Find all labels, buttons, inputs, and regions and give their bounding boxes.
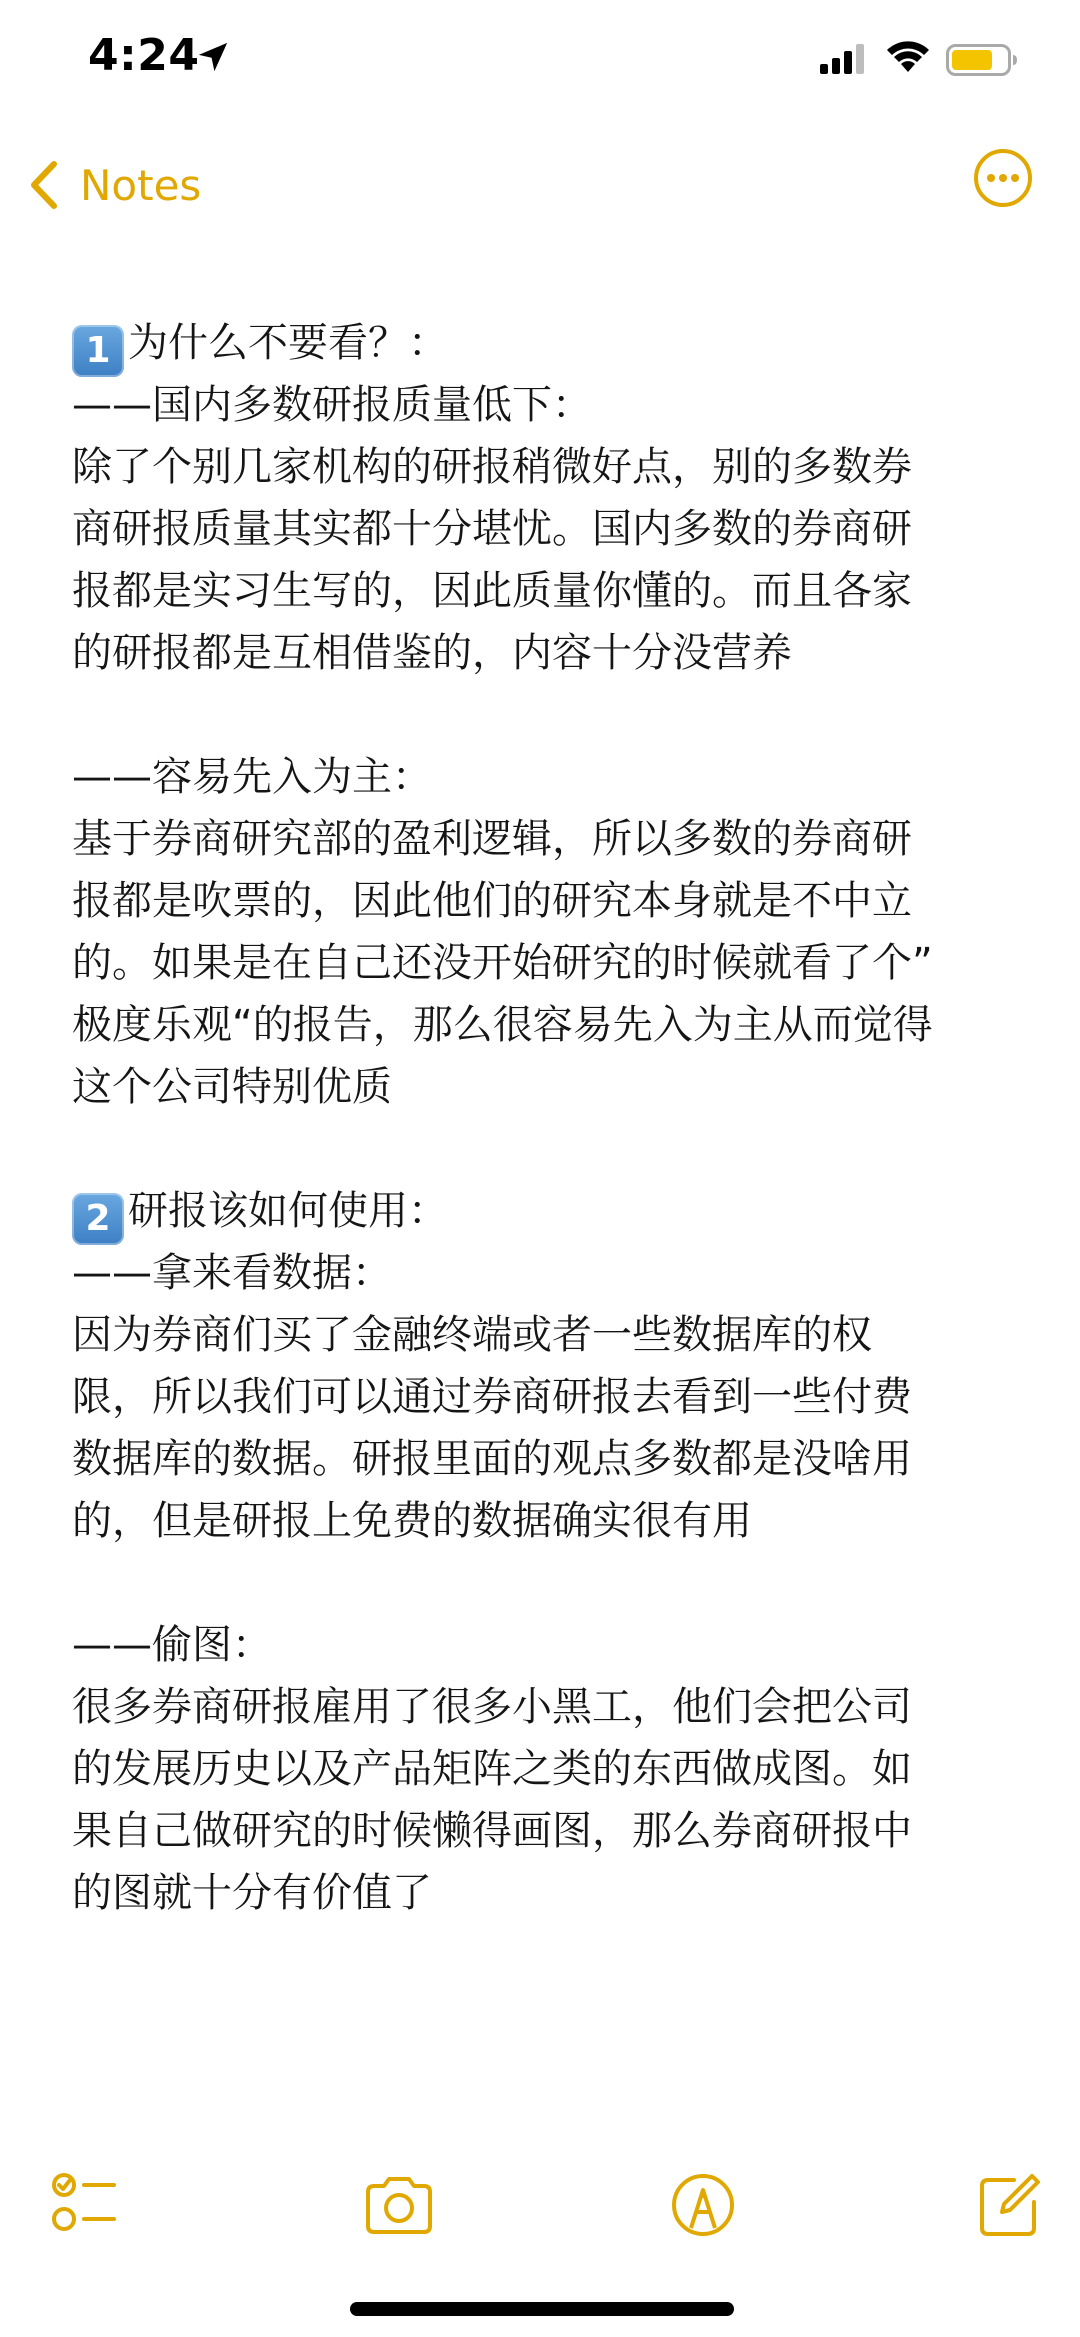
note-line <box>72 870 1032 932</box>
home-indicator <box>350 2302 734 2316</box>
note-line-text: 报都是吹票的，因此他们的研究本身就是不中立 <box>72 878 912 924</box>
note-line <box>72 498 1032 560</box>
note-line <box>72 312 1032 374</box>
more-ellipsis-icon[interactable] <box>972 147 1034 209</box>
back-label: Notes <box>80 160 202 210</box>
note-line-text: 数据库的数据。研报里面的观点多数都是没啥用 <box>72 1436 912 1482</box>
note-body[interactable] <box>72 312 1032 1924</box>
blank-line <box>72 1118 1032 1180</box>
note-line <box>72 1800 1032 1862</box>
note-line-text: 极度乐观“的报告，那么很容易先入为主从而觉得 <box>72 1002 933 1048</box>
bottom-toolbar <box>0 2150 1080 2260</box>
checklist-icon[interactable] <box>50 2170 120 2240</box>
note-line-text: 的发展历史以及产品矩阵之类的东西做成图。如 <box>72 1746 912 1792</box>
note-line-text: 这个公司特别优质 <box>72 1064 392 1110</box>
note-line-text: 很多券商研报雇用了很多小黑工，他们会把公司 <box>72 1684 912 1730</box>
note-line-text: 为什么不要看？： <box>128 320 448 366</box>
wifi-icon <box>886 40 930 74</box>
note-line <box>72 1614 1032 1676</box>
note-line-text: ——拿来看数据： <box>72 1250 392 1296</box>
note-line <box>72 746 1032 808</box>
location-arrow-icon <box>196 40 230 74</box>
number-keycap-badge: 2 <box>72 1193 124 1245</box>
note-line-text: 的图就十分有价值了 <box>72 1870 432 1916</box>
note-line-text: 的研报都是互相借鉴的，内容十分没营养 <box>72 630 792 676</box>
note-line-text: 报都是实习生写的，因此质量你懂的。而且各家 <box>72 568 912 614</box>
note-line <box>72 1304 1032 1366</box>
note-line <box>72 1676 1032 1738</box>
note-line <box>72 436 1032 498</box>
camera-icon[interactable] <box>362 2170 436 2240</box>
note-line <box>72 1428 1032 1490</box>
note-line <box>72 1056 1032 1118</box>
compose-icon[interactable] <box>974 2170 1044 2240</box>
note-line-text: ——容易先入为主： <box>72 754 432 800</box>
note-line-text: 除了个别几家机构的研报稍微好点，别的多数券 <box>72 444 912 490</box>
status-bar <box>0 0 1080 130</box>
note-line <box>72 1862 1032 1924</box>
number-keycap-badge: 1 <box>72 325 124 377</box>
note-line-text: 基于券商研究部的盈利逻辑，所以多数的券商研 <box>72 816 912 862</box>
battery-icon <box>946 44 1018 76</box>
blank-line <box>72 684 1032 746</box>
note-line <box>72 1242 1032 1304</box>
note-line <box>72 994 1032 1056</box>
note-line-text: ——国内多数研报质量低下： <box>72 382 592 428</box>
blank-line <box>72 1552 1032 1614</box>
chevron-left-icon <box>26 158 62 212</box>
cellular-signal-icon <box>820 44 864 74</box>
nav-bar <box>0 130 1080 240</box>
markup-pen-icon[interactable] <box>668 2170 738 2240</box>
back-button[interactable] <box>26 145 201 225</box>
note-line-text: 因为券商们买了金融终端或者一些数据库的权 <box>72 1312 872 1358</box>
note-line-text: 商研报质量其实都十分堪忧。国内多数的券商研 <box>72 506 912 552</box>
note-line-text: 限，所以我们可以通过券商研报去看到一些付费 <box>72 1374 912 1420</box>
note-line-text: 的。如果是在自己还没开始研究的时候就看了个” <box>72 940 933 986</box>
note-line <box>72 808 1032 870</box>
status-time: 4:24 <box>88 30 200 81</box>
note-line-text: 研报该如何使用： <box>128 1188 448 1234</box>
note-line-text: 的，但是研报上免费的数据确实很有用 <box>72 1498 752 1544</box>
note-line-text: 果自己做研究的时候懒得画图，那么券商研报中 <box>72 1808 912 1854</box>
note-line <box>72 932 1032 994</box>
note-line <box>72 622 1032 684</box>
note-line <box>72 560 1032 622</box>
note-line <box>72 1490 1032 1552</box>
note-line <box>72 1366 1032 1428</box>
note-line <box>72 1180 1032 1242</box>
note-line <box>72 1738 1032 1800</box>
note-line <box>72 374 1032 436</box>
note-line-text: ——偷图： <box>72 1622 272 1668</box>
